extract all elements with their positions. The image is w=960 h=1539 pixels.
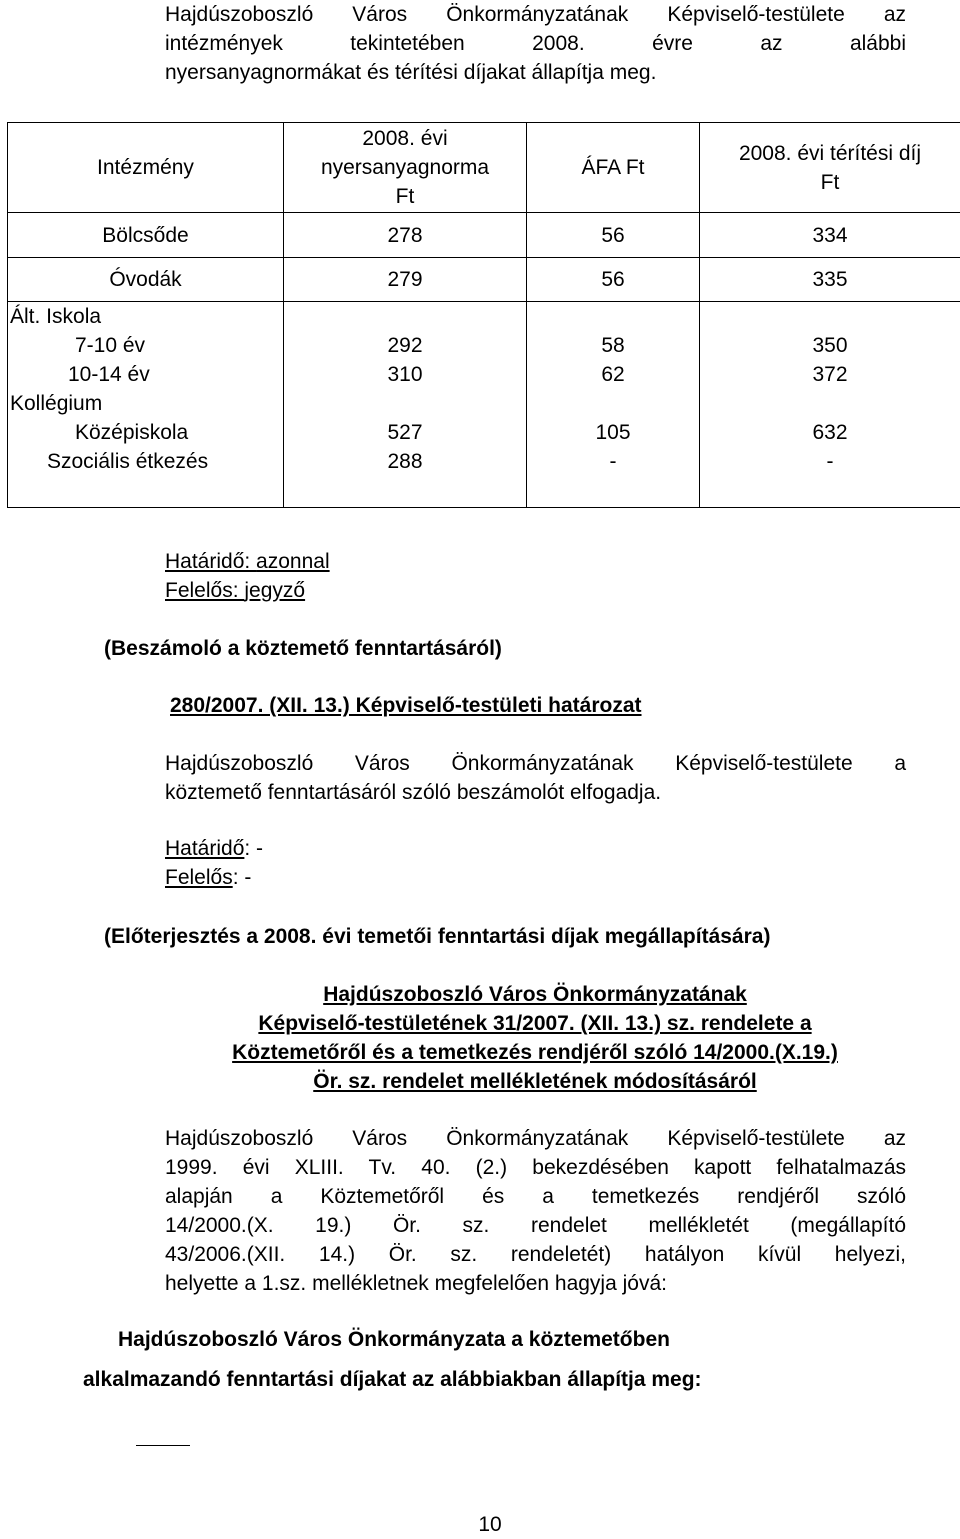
intro-line-2: intézmények tekintetében 2008. évre az alábbi xyxy=(165,29,906,58)
group-norm-1: 292 xyxy=(284,331,526,360)
decree-line-4: Ör. sz. rendelet mellékletének módosításáról xyxy=(0,1067,960,1096)
deadline-label: Határidő: xyxy=(165,550,256,573)
group-age-2: 10-14 év xyxy=(8,360,283,389)
header-fee-line-2: Ft xyxy=(700,168,960,197)
owner-label: Felelős: xyxy=(165,579,244,602)
header-norm-line-2: nyersanyagnorma xyxy=(284,153,526,182)
section1-deadline-label: Határidő xyxy=(165,837,244,860)
group-norm-4: 288 xyxy=(284,447,526,476)
table-row xyxy=(8,213,960,258)
section1-owner-value: : - xyxy=(233,866,252,889)
section2-title: (Előterjesztés a 2008. évi temetői fenntartási díjak megállapítására) xyxy=(104,922,770,951)
group-norm xyxy=(284,302,527,508)
table-row xyxy=(8,258,960,302)
group-vat-4: - xyxy=(527,447,699,476)
owner-line-1 xyxy=(165,576,305,605)
section1-deadline-value: : - xyxy=(244,837,263,860)
owner-value: jegyző xyxy=(244,579,305,602)
row-ovodak-vat: 56 xyxy=(527,258,700,302)
intro-line-1: Hajdúszoboszló Város Önkormányzatának Képviselő-testülete az xyxy=(165,0,906,29)
row-ovodak-fee: 335 xyxy=(700,258,960,302)
deadline-line-1 xyxy=(165,547,330,576)
group-fee xyxy=(700,302,960,508)
header-norm-line-1: 2008. évi xyxy=(284,124,526,153)
section2-body-line-4: 14/2000.(X. 19.) Ör. sz. rendelet mellékletét (megállapító xyxy=(165,1211,906,1240)
group-names xyxy=(8,302,284,508)
group-vat-3: 105 xyxy=(527,418,699,447)
group-norm-3: 527 xyxy=(284,418,526,447)
table-header-row xyxy=(8,123,960,213)
section1-title: (Beszámoló a köztemető fenntartásáról) xyxy=(104,634,502,663)
intro-line-3: nyersanyagnormákat és térítési díjakat állapítja meg. xyxy=(165,58,656,87)
page-number: 10 xyxy=(0,1510,960,1539)
decree-line-1: Hajdúszoboszló Város Önkormányzatának xyxy=(0,980,960,1009)
header-norm xyxy=(284,123,527,213)
section2-body-line-2: 1999. évi XLIII. Tv. 40. (2.) bekezdésében kapott felhatalmazás xyxy=(165,1153,906,1182)
norm-table xyxy=(7,122,960,508)
row-bolcsode-name: Bölcsőde xyxy=(8,213,284,258)
section1-body-line-2: köztemető fenntartásáról szóló beszámolót elfogadja. xyxy=(165,778,661,807)
row-bolcsode-fee: 334 xyxy=(700,213,960,258)
group-alt-iskola: Ált. Iskola xyxy=(8,302,283,331)
section1-owner-label: Felelős xyxy=(165,866,233,889)
decree-line-2: Képviselő-testületének 31/2007. (XII. 13.) sz. rendelete a xyxy=(0,1009,960,1038)
header-institution: Intézmény xyxy=(8,123,284,213)
group-fee-4: - xyxy=(700,447,960,476)
group-age-1: 7-10 év xyxy=(8,331,283,360)
header-vat: ÁFA Ft xyxy=(527,123,700,213)
group-fee-2: 372 xyxy=(700,360,960,389)
section1-owner xyxy=(165,863,251,892)
closing-line-2: alkalmazandó fenntartási díjakat az alábbiakban állapítja meg: xyxy=(83,1365,702,1394)
header-fee-line-1: 2008. évi térítési díj xyxy=(700,139,960,168)
row-ovodak-name: Óvodák xyxy=(8,258,284,302)
group-vat xyxy=(527,302,700,508)
deadline-value: azonnal xyxy=(256,550,330,573)
row-ovodak-norm: 279 xyxy=(284,258,527,302)
header-norm-line-3: Ft xyxy=(284,182,526,211)
footnote-separator xyxy=(136,1445,190,1446)
group-norm-2: 310 xyxy=(284,360,526,389)
section2-body-line-6: helyette a 1.sz. mellékletnek megfelelően hagyja jóvá: xyxy=(165,1269,667,1298)
group-kozepiskola: Középiskola xyxy=(8,418,283,447)
group-vat-1: 58 xyxy=(527,331,699,360)
closing-line-1: Hajdúszoboszló Város Önkormányzata a köztemetőben xyxy=(118,1325,670,1354)
section2-body-line-3: alapján a Köztemetőről és a temetkezés rendjéről szóló xyxy=(165,1182,906,1211)
section2-body-line-1: Hajdúszoboszló Város Önkormányzatának Képviselő-testülete az xyxy=(165,1124,906,1153)
group-kollegium: Kollégium xyxy=(8,389,283,418)
group-fee-3: 632 xyxy=(700,418,960,447)
header-fee xyxy=(700,123,960,213)
row-bolcsode-vat: 56 xyxy=(527,213,700,258)
table-row-group xyxy=(8,302,960,508)
section1-resolution: 280/2007. (XII. 13.) Képviselő-testületi határozat xyxy=(170,691,642,720)
section2-body-line-5: 43/2006.(XII. 14.) Ör. sz. rendeletét) hatályon kívül helyezi, xyxy=(165,1240,906,1269)
section1-deadline xyxy=(165,834,263,863)
row-bolcsode-norm: 278 xyxy=(284,213,527,258)
decree-line-3: Köztemetőről és a temetkezés rendjéről szóló 14/2000.(X.19.) xyxy=(0,1038,960,1067)
group-vat-2: 62 xyxy=(527,360,699,389)
section1-body-line-1: Hajdúszoboszló Város Önkormányzatának Képviselő-testülete a xyxy=(165,749,906,778)
group-fee-1: 350 xyxy=(700,331,960,360)
group-szocialis: Szociális étkezés xyxy=(8,447,283,476)
